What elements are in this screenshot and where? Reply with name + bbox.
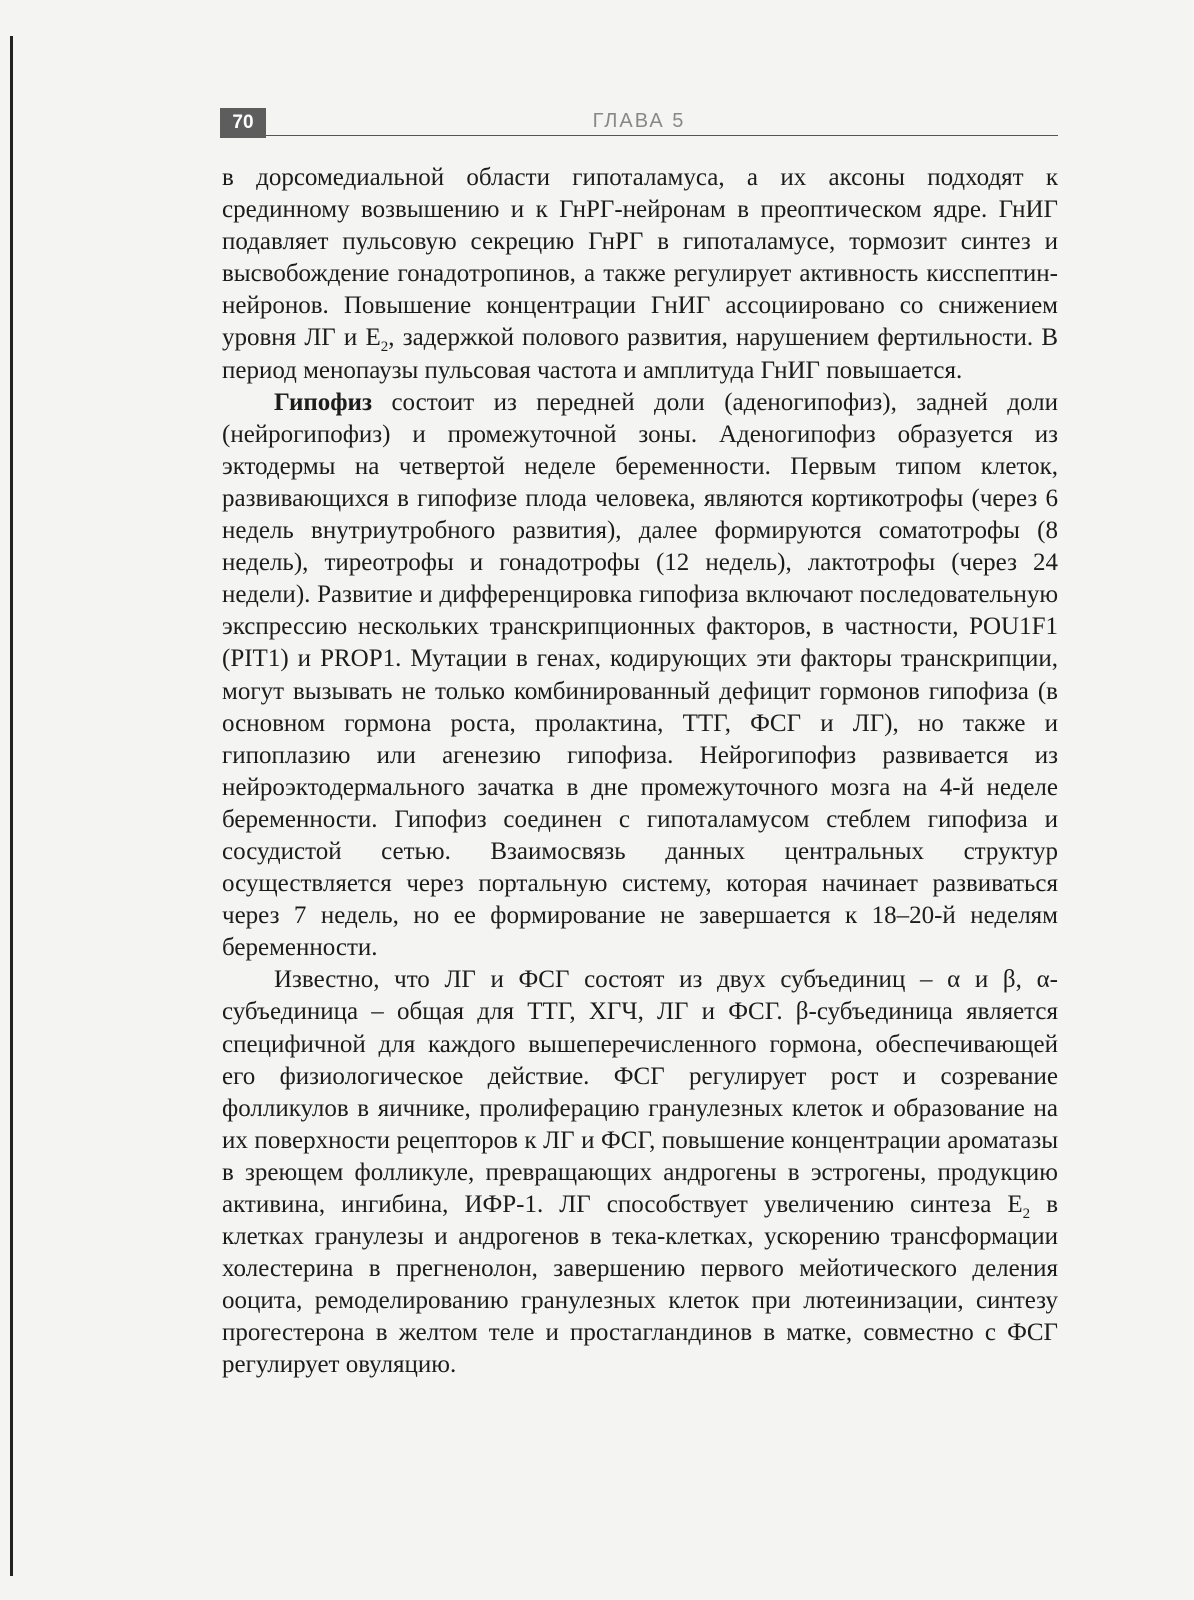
chapter-title: ГЛАВА 5 bbox=[592, 110, 686, 132]
subscript: 2 bbox=[1022, 1206, 1031, 1222]
paragraph-3 bbox=[222, 964, 1058, 1381]
term-hypophysis: Гипофиз bbox=[274, 388, 373, 416]
header-rule bbox=[266, 135, 1058, 136]
subscript: 2 bbox=[380, 339, 389, 356]
paragraph-3-text: Известно, что ЛГ и ФСГ состоят из двух субъединиц – α и β, α-субъединица – общая для ТТГ, ХГЧ, ЛГ и ФСГ. β-субъединица является специфичной для каждого вышеперечисленного гормона, обеспечивающей его физиологическое действие. ФСГ регулирует рост и созревание фолликулов в яичнике, пролиферацию гранулезных клеток и образование на их поверхности рецепторов к ЛГ и ФСГ, повышение концентрации ароматазы в зреющем фолликуле, превращающих андрогены в эстрогены, продукцию активина, ингибина, ИФР-1. ЛГ способствует увеличению синтеза Е bbox=[222, 966, 1058, 1218]
page-number: 70 bbox=[220, 108, 266, 138]
paragraph-1-tail: , задержкой полового развития, нарушением фертильности. В период менопаузы пульсовая частота и амплитуда ГнИГ повышается. bbox=[222, 324, 1058, 384]
page-binding-edge bbox=[10, 36, 13, 1576]
paragraph-1 bbox=[222, 162, 1058, 387]
paragraph-1-text: в дорсомедиальной области гипоталамуса, а их аксоны подходят к срединному возвышению и к ГнРГ-нейронам в преоптическом ядре. ГнИГ подавляет пульсовую секрецию ГнРГ в гипоталамусе, тормозит синтез и высвобождение гонадотропинов, а также регулирует активность кисспептин-нейронов. Повышение концентрации ГнИГ ассоциировано со снижением уровня ЛГ и Е bbox=[222, 164, 1058, 352]
body-text bbox=[222, 162, 1058, 1382]
paragraph-3-tail: в клетках гранулезы и андрогенов в тека-клетках, ускорению трансформации холестерина в прегненолон, завершению первого мейотического деления ооцита, ремоделированию гранулезных клеток при лютеинизации, синтезу прогестерона в желтом теле и простагландинов в матке, совместно с ФСГ регулирует овуляцию. bbox=[222, 1191, 1058, 1379]
paragraph-2-text: состоит из передней доли (аденогипофиз), задней доли (нейрогипофиз) и промежуточной зоны. Аденогипофиз образуется из эктодермы на четвертой неделе беременности. Первым типом клеток, развивающихся в гипофизе плода человека, являются кортикотрофы (через 6 недель внутриутробного развития), далее формируются соматотрофы (8 недель), тиреотрофы и гонадотрофы (12 недель), лактотрофы (через 24 недели). Развитие и дифференцировка гипофиза включают последовательную экспрессию нескольких транскрипционных факторов, в частности, POU1F1 (PIT1) и PROP1. Мутации в генах, кодирующих эти факторы транскрипции, могут вызывать не только комбинированный дефицит гормонов гипофиза (в основном гормона роста, пролактина, ТТГ, ФСГ и ЛГ), но также и гипоплазию или агенезию гипофиза. Нейрогипофиз развивается из нейроэктодермального зачатка в дне промежуточного мозга на 4-й неделе беременности. Гипофиз соединен с гипоталамусом стеблем гипофиза и сосудистой сетью. Взаимосвязь данных центральных структур осуществляется через портальную систему, которая начинает развиваться через 7 недель, но ее формирование не завершается к 18–20-й неделям беременности. bbox=[222, 388, 1058, 962]
paragraph-2 bbox=[222, 387, 1058, 965]
page-header bbox=[220, 108, 1058, 138]
